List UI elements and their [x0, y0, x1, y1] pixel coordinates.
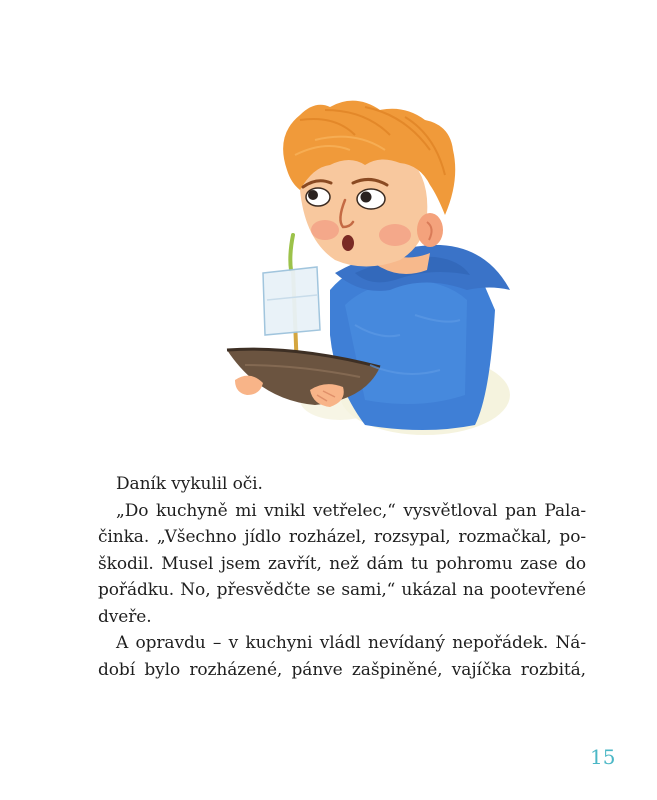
text-line: činka. „Všechno jídlo rozházel, rozsypal, rozmačkal, po- — [98, 527, 586, 547]
text-line: dobí bylo rozházené, pánve zašpiněné, vajíčka rozbitá, — [98, 659, 586, 680]
text-line: „Do kuchyně mi vnikl vetřelec,“ vysvětloval pan Pala- — [116, 500, 586, 521]
boy-with-boat-illustration — [205, 95, 525, 440]
text-line: škodil. Musel jsem zavřít, než dám tu pohromu zase do — [98, 553, 586, 574]
story-text — [98, 471, 586, 683]
text-line: A opravdu – v kuchyni vládl nevídaný nepořádek. Ná- — [116, 633, 586, 653]
text-line: Daník vykulil oči. — [116, 474, 263, 494]
text-line: pořádku. No, přesvědčte se sami,“ ukázal na pootevřené — [98, 580, 586, 600]
page-number: 15 — [590, 745, 616, 769]
text-line: dveře. — [98, 606, 152, 627]
